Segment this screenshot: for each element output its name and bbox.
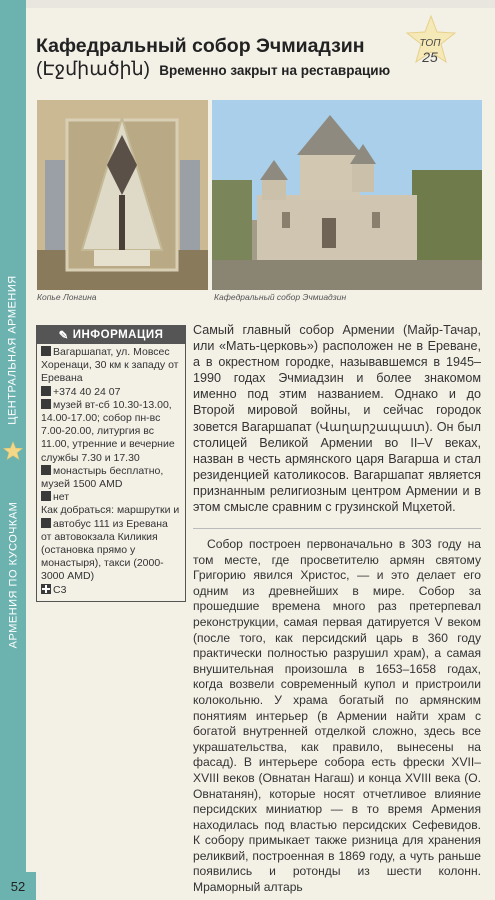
title-block	[36, 34, 416, 83]
page-title: Кафедральный собор Эчмиадзин	[36, 35, 365, 57]
sidebar-section-bottom	[0, 475, 26, 675]
subtitle	[36, 58, 416, 83]
divider	[193, 528, 481, 529]
map-grid-icon	[41, 584, 51, 594]
location-icon	[41, 346, 51, 356]
sidebar-section-top	[0, 270, 26, 430]
armenian-name: (Էջմիածին)	[36, 59, 150, 80]
ticket-icon	[41, 465, 51, 475]
accessibility-text: нет	[53, 491, 70, 504]
info-prices	[41, 465, 181, 491]
info-grade	[41, 584, 181, 597]
body-section	[193, 537, 481, 896]
top-edge	[26, 0, 495, 8]
badge-number: 25	[422, 49, 438, 65]
sidebar-top-label: ЦЕНТРАЛЬНАЯ АРМЕНИЯ	[7, 275, 20, 425]
badge-label: ТОП	[419, 38, 441, 49]
info-header	[36, 325, 186, 344]
caption-left: Копье Лонгина	[37, 292, 97, 302]
cathedral-image	[212, 100, 482, 290]
clock-icon	[41, 399, 51, 409]
photo-cathedral	[212, 100, 482, 290]
phone-icon	[41, 386, 51, 396]
bus-icon	[41, 518, 51, 528]
hours-text: музей вт-сб 10.30-13.00, 14.00-17.00; собор пн-вс 7.00-20.00, литургия вс 11.00, утренние и вечерние службы 7.30 и 17.30	[41, 398, 175, 464]
page-number: 52	[0, 872, 36, 900]
info-phone	[41, 386, 181, 399]
grade-text: С3	[53, 583, 67, 596]
info-hours	[41, 399, 181, 465]
info-header-label: ИНФОРМАЦИЯ	[72, 328, 164, 341]
transport-text-2: автобус 111 из Еревана от автовокзала Киликия (остановка прямо у монастыря), такси (2000-3000 AMD)	[41, 517, 168, 583]
sidebar	[0, 0, 26, 900]
info-accessibility	[41, 491, 181, 504]
info-body	[36, 344, 186, 602]
lead-paragraph	[193, 322, 481, 515]
lead-text: Самый главный собор Армении (Майр-Тачар, или «Мать-церковь») расположен не в Ереване, а в окрестном городке, называвшемся в 1945–1990 годах Эчмиадзин и более знакомом именно под этим названием. Однако и до Второй мировой войны, и сейчас городок зовется Вагаршапат (Վաղարշապատ). Он был столицей Великой Армении во II–V веках, назван в честь армянского царя Вагарша и стал резиденцией католикосов. Вагаршапат является признанным религиозным центром Армении и в этом смысле сравним с грузинской Мцхетой.	[193, 323, 481, 515]
sidebar-bottom-label: АРМЕНИЯ ПО КУСОЧКАМ	[7, 501, 20, 649]
spear-reliquary-image	[37, 100, 208, 290]
body-text: Собор построен первоначально в 303 году на том месте, где просветителю армян святому Григорию явился Христос, — и это делает его одним из древнейших в мире. Собор за прошедшие времена много раз претерпевал реконструкции, самая первая датируется V веком (после того, как персидский царь в 360 году практически полностью разрушил храм), а самая внушительная произошла в 1653–1658 годах, когда возвели современный купол и пристроили колокольню. У храма богатый по армянским понятиям интерьер (в Армении найти храм с богатой внутренней отделкой сложно, здесь все украшательства, как правило, вынесены на фасад). В интерьере собора есть фрески XVII–XVIII веков (Овнатан Нагаш) и конца XVIII века (О. Овнатанян), которые носят отчетливое влияние персидских миниатюр — в то время Армения находилась под властью персидских Сефевидов. К собору примыкает также ризница для хранения реликвий, построенная в 1869 году, а чуть раньше появились и ротонды из шести колонн. Мраморный алтарь	[193, 537, 481, 895]
transport-text: Как добраться: маршрутки и	[41, 504, 180, 517]
info-box	[36, 325, 186, 825]
info-address	[41, 346, 181, 386]
info-transport	[41, 504, 181, 583]
top-badge	[405, 14, 465, 74]
photo-spear	[37, 100, 208, 290]
wheelchair-icon	[41, 491, 51, 501]
pen-icon: ✎	[58, 329, 69, 342]
caption-right: Кафедральный собор Эчмиадзин	[214, 292, 347, 302]
star-icon	[3, 441, 23, 461]
status-note: Временно закрыт на реставрацию	[159, 63, 391, 78]
address-text: Вагаршапат, ул. Мовсес Хоренаци, 30 км к западу от Еревана	[41, 346, 179, 385]
phone-text: +374 40 24 07	[53, 385, 121, 398]
prices-text: монастырь бесплатно, музей 1500 AMD	[41, 464, 164, 491]
